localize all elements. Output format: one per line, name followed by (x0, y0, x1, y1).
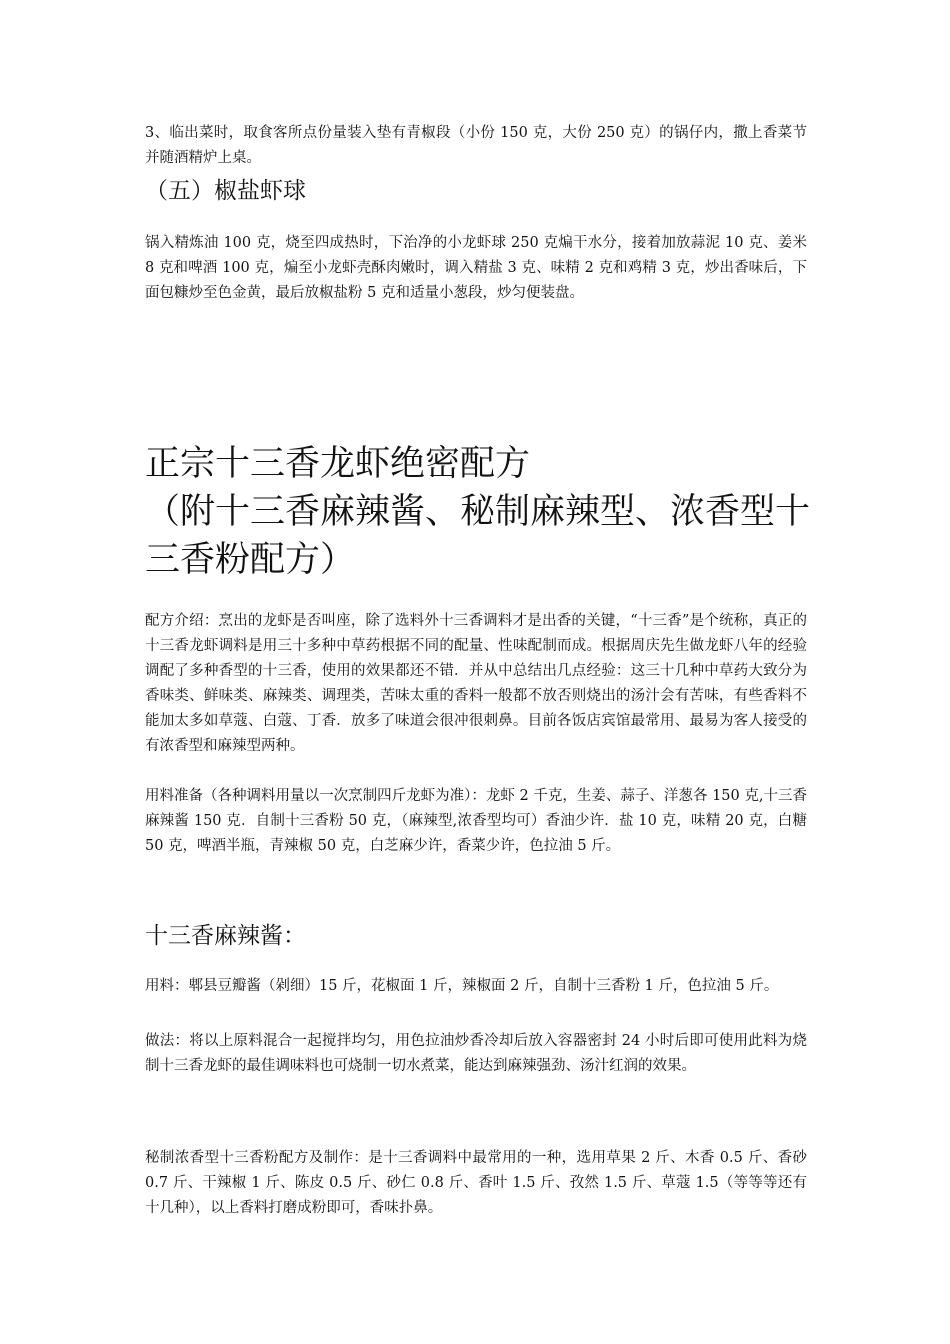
ingredients-paragraph: 用料准备（各种调料用量以一次烹制四斤龙虾为准）：龙虾 2 千克，生姜、蒜子、洋葱各 150 克,十三香麻辣酱 150 克．自制十三香粉 50 克，（麻辣型,浓香型均可）香油少许．盐 10 克，味精 20 克，白糖 50 克，啤酒半瓶，青辣椒 50 克，白芝麻少许，香菜少许，色拉油 5 斤。 (145, 788, 807, 854)
main-title (145, 440, 815, 584)
sauce-materials: 用料：郫县豆瓣酱（剁细）15 斤，花椒面 1 斤，辣椒面 2 斤，自制十三香粉 1 斤，色拉油 5 斤。 (145, 978, 779, 994)
sauce-heading: 十三香麻辣酱： (145, 923, 306, 949)
main-title-line-2: （附十三香麻辣酱、秘制麻辣型、浓香型十 (145, 492, 811, 532)
section-5-heading: （五）椒盐虾球 (145, 178, 306, 204)
step-3-paragraph: 3、临出菜时，取食客所点份量装入垫有青椒段（小份 150 克，大份 250 克）的锅仔内，撒上香菜节并随酒精炉上桌。 (145, 125, 807, 166)
powder-paragraph: 秘制浓香型十三香粉配方及制作：是十三香调料中最常用的一种，选用草果 2 斤、木香 0.5 斤、香砂 0.7 斤、干辣椒 1 斤、陈皮 0.5 斤、砂仁 0.8 斤、香叶 1.5 斤、孜然 1.5 斤、草蔻 1.5（等等等还有十几种），以上香料打磨成粉即可，香味扑鼻。 (145, 1150, 807, 1216)
intro-paragraph: 配方介绍：烹出的龙虾是否叫座，除了选料外十三香调料才是出香的关键，“十三香”是个统称，真正的十三香龙虾调料是用三十多种中草药根据不同的配量、性味配制而成。根据周庆先生做龙虾八年的经验调配了多种香型的十三香，使用的效果都还不错．并从中总结出几点经验：这三十几种中草药大致分为香味类、鲜味类、麻辣类、调理类，苦味太重的香料一般都不放否则烧出的汤汁会有苦味，有些香料不能加太多如草蔻、白蔻、丁香．放多了味道会很冲很刺鼻。目前各饭店宾馆最常用、最易为客人接受的有浓香型和麻辣型两种。 (145, 613, 807, 754)
section-5-body: 锅入精炼油 100 克，烧至四成热时，下治净的小龙虾球 250 克煸干水分，接着加放蒜泥 10 克、姜米 8 克和啤酒 100 克，煸至小龙虾壳酥肉嫩时，调入精盐 3 克、味精 2 克和鸡精 3 克，炒出香味后，下面包糠炒至色金黄，最后放椒盐粉 5 克和适量小葱段，炒匀便装盘。 (145, 235, 807, 301)
sauce-method: 做法：将以上原料混合一起搅拌均匀，用色拉油炒香冷却后放入容器密封 24 小时后即可使用此料为烧制十三香龙虾的最佳调味料也可烧制一切水煮菜，能达到麻辣强劲、汤汁红润的效果。 (145, 1033, 807, 1074)
main-title-line-3: 三香粉配方） (145, 540, 356, 580)
main-title-line-1: 正宗十三香龙虾绝密配方 (145, 444, 531, 484)
